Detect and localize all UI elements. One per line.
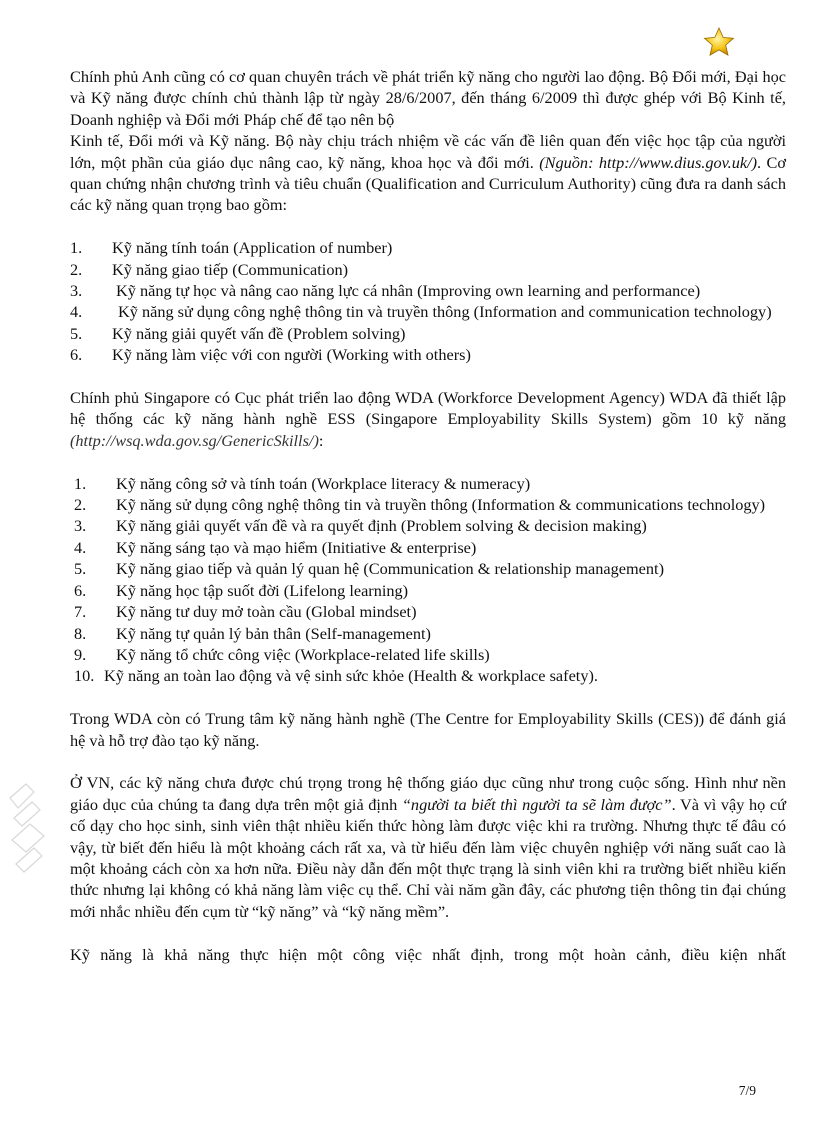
list-item-number: 8. (74, 623, 87, 643)
paragraph-singapore-text: Chính phủ Singapore có Cục phát triển lao động WDA (Workforce Development Agency) WDA đã thiết lập hệ thống các kỹ năng hành nghề ESS (Singapore Employability Skills System) gồm 10 kỹ năng (70, 388, 786, 429)
paragraph-skill-definition (70, 944, 786, 965)
list-item-number: 3. (70, 281, 83, 301)
paragraph-ces-text: Trong WDA còn có Trung tâm kỹ năng hành nghề (The Centre for Employability Skills (CES)) để đánh giá hệ và hỗ trợ đào tạo kỹ năng. (70, 709, 786, 750)
list-item (70, 301, 786, 322)
list-item (70, 323, 786, 344)
list-item (70, 644, 786, 665)
list-item-number: 6. (70, 345, 83, 365)
list-item-text: Kỹ năng an toàn lao động và vệ sinh sức khỏe (Health & workplace safety). (104, 666, 598, 686)
list-item-text: Kỹ năng học tập suốt đời (Lifelong learning) (116, 580, 409, 600)
list-item (70, 473, 786, 494)
list-item-number: 7. (74, 602, 87, 622)
list-item-number: 10. (74, 666, 95, 686)
list-item (70, 515, 786, 536)
paragraph-uk-text-b: Kinh tế, Đổi mới và Kỹ năng. Bộ này chịu trách nhiệm về các vấn đề liên quan đến việc học tập của người lớn, một phần của giáo dục nâng cao, kỹ năng, khoa học và đổi mới. (70, 131, 786, 172)
paragraph-uk-text-c: . Cơ quan chứng nhận chương trình và tiêu chuẩn (Qualification and Curriculum Authority) cũng đưa ra danh sách các kỹ năng quan trọng bao gồm: (70, 152, 786, 215)
paragraph-uk-intro (70, 66, 786, 130)
paragraph-singapore (70, 387, 786, 451)
page-number: 7/9 (738, 1083, 756, 1098)
list-item (70, 494, 786, 515)
list-item-text: Kỹ năng làm việc với con người (Working with others) (112, 345, 471, 365)
list-item-text: Kỹ năng giao tiếp (Communication) (112, 259, 349, 279)
list-item-text: Kỹ năng tư duy mở toàn cầu (Global mindset) (116, 602, 417, 622)
list-item-number: 2. (74, 495, 87, 515)
paragraph-uk-text-a: Chính phủ Anh cũng có cơ quan chuyên trách về phát triển kỹ năng cho người lao động. Bộ Đổi mới, Đại học và Kỹ năng được chính chủ thành lập từ ngày 28/6/2007, đến tháng 6/2009 thì được ghép với Bộ Kinh tế, Doanh nghiệp và Đổi mới Pháp chế để tạo nên bộ (70, 67, 786, 129)
list-item (70, 344, 786, 365)
paragraph-skill-definition-text: Kỹ năng là khả năng thực hiện một công việc nhất định, trong một hoàn cảnh, điều kiện nhất (70, 944, 786, 964)
paragraph-ces (70, 708, 786, 751)
list-item (70, 259, 786, 280)
list-item-text: Kỹ năng sáng tạo và mạo hiểm (Initiative & enterprise) (116, 537, 477, 557)
singapore-skills-list (70, 473, 786, 687)
document-body (70, 66, 786, 965)
source-link-dius[interactable]: (Nguồn: http://www.dius.gov.uk/) (539, 152, 758, 172)
paragraph-vietnam-text-b: . Và vì vậy họ cứ cố dạy cho học sinh, sinh viên thật nhiều kiến thức hòng làm được việc khi ra trường. Nhưng thực tế đâu có vậy, từ biết đến hiểu là một khoảng cách rất xa, và từ hiểu đến làm việc chuyên nghiệp với năng suất cao là một khoảng cách còn xa hơn nữa. Điều này dẫn đến một thực trạng là sinh viên khi ra trường biết nhiều kiến thức nhưng lại không có khả năng làm việc cụ thể. Chỉ vài năm gần đây, các phương tiện thông tin đại chúng mới nhắc nhiều đến cụm từ “kỹ năng” và “kỹ năng mềm”. (70, 794, 786, 921)
list-item-number: 5. (70, 323, 83, 343)
watermark-logo (4, 778, 56, 878)
paragraph-singapore-tail: : (318, 430, 324, 450)
list-item-number: 5. (74, 559, 87, 579)
list-item-number: 3. (74, 516, 87, 536)
list-item (70, 280, 786, 301)
paragraph-vietnam (70, 772, 786, 922)
list-item-number: 4. (70, 302, 83, 322)
list-item-text: Kỹ năng tự quản lý bản thân (Self-management) (116, 623, 431, 643)
star-icon (703, 26, 735, 58)
uk-skills-list (70, 237, 786, 365)
paragraph-vietnam-quote: “người ta biết thì người ta sẽ làm được” (401, 794, 672, 814)
list-item-text: Kỹ năng tự học và nâng cao năng lực cá nhân (Improving own learning and performance) (116, 281, 701, 301)
list-item-text: Kỹ năng công sở và tính toán (Workplace literacy & numeracy) (116, 473, 531, 493)
list-item-text: Kỹ năng sử dụng công nghệ thông tin và truyền thông (Information & communications technology) (116, 495, 766, 515)
list-item (70, 580, 786, 601)
list-item-number: 2. (70, 259, 83, 279)
list-item-number: 1. (70, 238, 83, 258)
list-item-text: Kỹ năng tổ chức công việc (Workplace-related life skills) (116, 644, 490, 664)
list-item-number: 6. (74, 580, 87, 600)
list-item (70, 623, 786, 644)
list-item-text: Kỹ năng tính toán (Application of number) (112, 238, 393, 258)
list-item-number: 9. (74, 644, 87, 664)
list-item-text: Kỹ năng giao tiếp và quản lý quan hệ (Communication & relationship management) (116, 559, 664, 579)
list-item (70, 601, 786, 622)
list-item-number: 1. (74, 473, 87, 493)
list-item (70, 665, 786, 686)
paragraph-uk-continued (70, 130, 786, 216)
paragraph-vietnam-text-a: Ở VN, các kỹ năng chưa được chú trọng trong hệ thống giáo dục cũng như trong cuộc sống. Hình như nền giáo dục của chúng ta đang dựa trên một giả định (70, 773, 786, 814)
list-item (70, 237, 786, 258)
list-item-text: Kỹ năng giải quyết vấn đề và ra quyết định (Problem solving & decision making) (116, 516, 647, 536)
list-item-text: Kỹ năng sử dụng công nghệ thông tin và truyền thông (Information and communication technology) (118, 302, 772, 322)
source-link-wda[interactable]: (http://wsq.wda.gov.sg/GenericSkills/) (70, 430, 319, 450)
list-item (70, 537, 786, 558)
list-item-number: 4. (74, 537, 87, 557)
list-item (70, 558, 786, 579)
list-item-text: Kỹ năng giải quyết vấn đề (Problem solving) (112, 323, 406, 343)
